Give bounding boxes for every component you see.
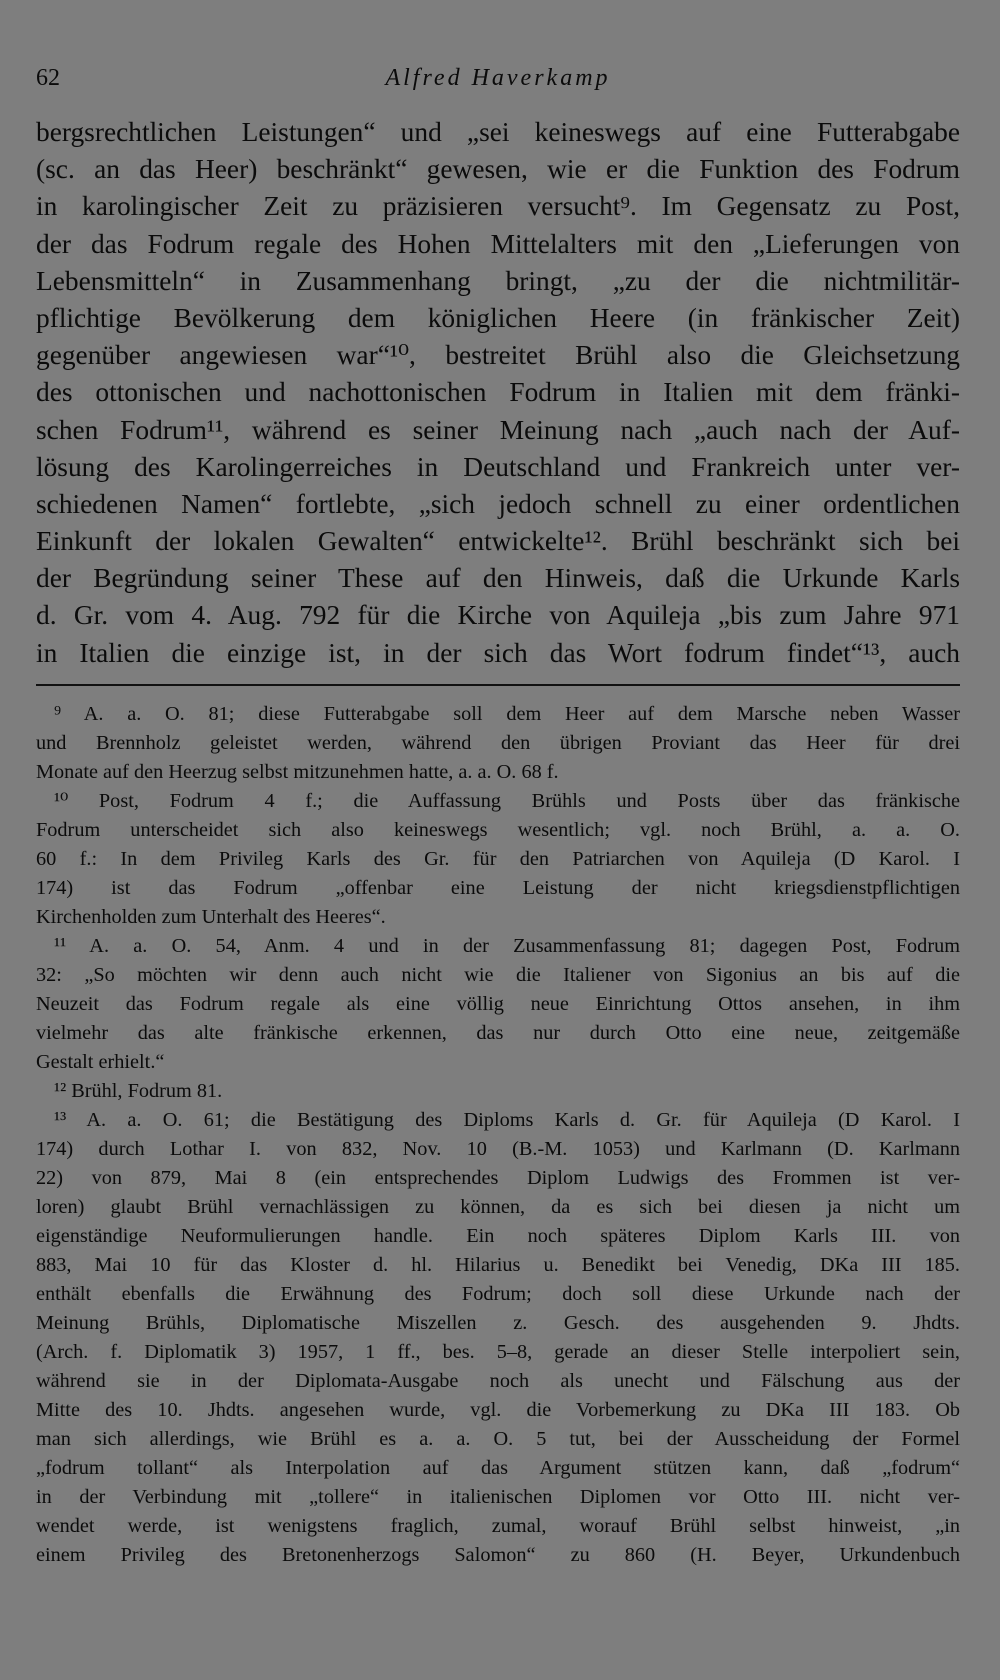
text-line: schiedenen Namen“ fortlebte, „sich jedoch schnell zu einer ordentlichen — [36, 488, 960, 519]
footnote-line: und Brennholz geleistet werden, während den übrigen Proviant das Heer für drei — [36, 731, 960, 754]
footnotes — [36, 700, 960, 1570]
text-line: Lebensmitteln“ in Zusammenhang bringt, „zu der die nichtmilitär- — [36, 265, 960, 296]
footnote-line: 32: „So möchten wir denn auch nicht wie die Italiener von Sigonius an bis auf die — [36, 963, 960, 986]
footnote-11 — [36, 932, 960, 1077]
footnote-line: ¹³ A. a. O. 61; die Bestätigung des Diploms Karls d. Gr. für Aquileja (D Karol. I — [54, 1108, 960, 1131]
footnote-line: 883, Mai 10 für das Kloster d. hl. Hilarius u. Benedikt bei Venedig, DKa III 185. — [36, 1253, 960, 1276]
footnote-line: enthält ebenfalls die Erwähnung des Fodrum; doch soll diese Urkunde nach der — [36, 1282, 960, 1305]
text-line: in Italien die einzige ist, in der sich das Wort fodrum findet“¹³, auch — [36, 637, 960, 668]
footnote-line: Neuzeit das Fodrum regale als eine völlig neue Einrichtung Ottos ansehen, in ihm — [36, 992, 960, 1015]
text-line: schen Fodrum¹¹, während es seiner Meinung nach „auch nach der Auf- — [36, 414, 960, 445]
footnote-line: Meinung Brühls, Diplomatische Miszellen z. Gesch. des ausgehenden 9. Jhdts. — [36, 1311, 960, 1334]
main-text — [36, 114, 960, 672]
running-title: Alfred Haverkamp — [385, 65, 611, 91]
footnote-line: loren) glaubt Brühl vernachlässigen zu können, da es sich bei diesen ja nicht um — [36, 1195, 960, 1218]
footnote-line: eigenständige Neuformulierungen handle. Ein noch späteres Diplom Karls III. von — [36, 1224, 960, 1247]
footnote-line: 174) ist das Fodrum „offenbar eine Leistung der nicht kriegsdienstpflichtigen — [36, 876, 960, 899]
footnote-line: während sie in der Diplomata-Ausgabe noch als unecht und Fälschung aus der — [36, 1369, 960, 1392]
book-page — [36, 58, 960, 1570]
text-line: gegenüber angewiesen war“¹⁰, bestreitet Brühl also die Gleichsetzung — [36, 340, 960, 371]
text-line: in karolingischer Zeit zu präzisieren versucht⁹. Im Gegensatz zu Post, — [36, 191, 960, 222]
footnote-line: vielmehr das alte fränkische erkennen, das nur durch Otto eine neue, zeitgemäße — [36, 1021, 960, 1044]
footnote-line: „fodrum tollant“ als Interpolation auf das Argument stützen kann, daß „fodrum“ — [36, 1456, 960, 1479]
text-line: der Begründung seiner These auf den Hinweis, daß die Urkunde Karls — [36, 563, 960, 594]
footnote-line: 174) durch Lothar I. von 832, Nov. 10 (B.-M. 1053) und Karlmann (D. Karlmann — [36, 1137, 960, 1160]
page-number: 62 — [36, 65, 60, 91]
footnote-line: Gestalt erhielt.“ — [36, 1050, 165, 1073]
running-head — [36, 58, 960, 98]
footnote-12 — [36, 1077, 960, 1106]
footnote-line: 60 f.: In dem Privileg Karls des Gr. für den Patriarchen von Aquileja (D Karol. I — [36, 847, 960, 870]
footnote-line: ¹⁰ Post, Fodrum 4 f.; die Auffassung Brühls und Posts über das fränkische — [54, 789, 960, 812]
footnote-10 — [36, 787, 960, 932]
footnote-13 — [36, 1106, 960, 1570]
text-line: der das Fodrum regale des Hohen Mittelalters mit den „Lieferungen von — [36, 228, 960, 259]
footnote-line: einem Privileg des Bretonenherzogs Salomon“ zu 860 (H. Beyer, Urkundenbuch — [36, 1543, 960, 1566]
text-line: d. Gr. vom 4. Aug. 792 für die Kirche von Aquileja „bis zum Jahre 971 — [36, 600, 960, 631]
footnote-line: man sich allerdings, wie Brühl es a. a. O. 5 tut, bei der Ausscheidung der Formel — [36, 1427, 960, 1450]
text-line: Einkunft der lokalen Gewalten“ entwickelte¹². Brühl beschränkt sich bei — [36, 526, 960, 557]
footnote-line: in der Verbindung mit „tollere“ in italienischen Diplomen vor Otto III. nicht ver- — [36, 1485, 960, 1508]
footnote-line: Monate auf den Heerzug selbst mitzunehmen hatte, a. a. O. 68 f. — [36, 760, 559, 783]
footnote-line: (Arch. f. Diplomatik 3) 1957, 1 ff., bes. 5–8, gerade an dieser Stelle interpoliert sein, — [36, 1340, 960, 1363]
footnote-line: Kirchenholden zum Unterhalt des Heeres“. — [36, 905, 386, 928]
text-line: pflichtige Bevölkerung dem königlichen Heere (in fränkischer Zeit) — [36, 302, 960, 333]
footnote-line: ⁹ A. a. O. 81; diese Futterabgabe soll dem Heer auf dem Marsche neben Wasser — [54, 702, 960, 725]
footnote-line: ¹¹ A. a. O. 54, Anm. 4 und in der Zusammenfassung 81; dagegen Post, Fodrum — [54, 934, 960, 957]
footnote-line: Mitte des 10. Jhdts. angesehen wurde, vgl. die Vorbemerkung zu DKa III 183. Ob — [36, 1398, 960, 1421]
footnote-line: Fodrum unterscheidet sich also keineswegs wesentlich; vgl. noch Brühl, a. a. O. — [36, 818, 960, 841]
text-line: des ottonischen und nachottonischen Fodrum in Italien mit dem fränki- — [36, 377, 960, 408]
footnote-line: wendet werde, ist wenigstens fraglich, zumal, worauf Brühl selbst hinweist, „in — [36, 1514, 960, 1537]
text-line: lösung des Karolingerreiches in Deutschland und Frankreich unter ver- — [36, 451, 960, 482]
text-line: (sc. an das Heer) beschränkt“ gewesen, wie er die Funktion des Fodrum — [36, 154, 960, 185]
text-line: bergsrechtlichen Leistungen“ und „sei keineswegs auf eine Futterabgabe — [36, 117, 960, 147]
footnote-divider — [36, 684, 960, 686]
footnote-9 — [36, 700, 960, 787]
footnote-line: ¹² Brühl, Fodrum 81. — [54, 1079, 223, 1102]
footnote-line: 22) von 879, Mai 8 (ein entsprechendes Diplom Ludwigs des Frommen ist ver- — [36, 1166, 960, 1189]
